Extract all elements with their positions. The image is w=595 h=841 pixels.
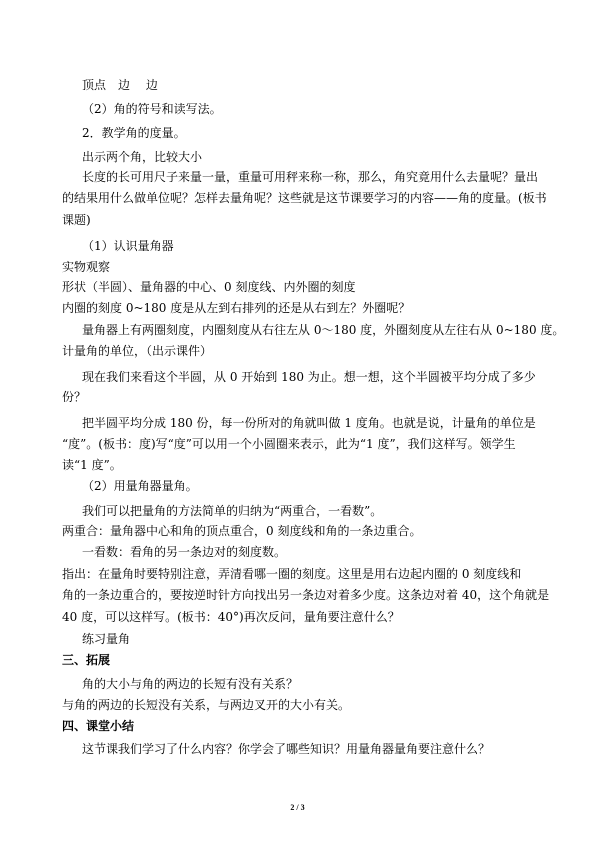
text-line: 一看数：看角的另一条边对的刻度数。 — [82, 545, 287, 559]
text-line: 顶点 边 边 — [82, 78, 158, 92]
section-heading: 四、课堂小结 — [62, 719, 135, 733]
text-line: 课题) — [62, 213, 91, 227]
text-line: 这节课我们学习了什么内容？你学会了哪些知识？用量角器量角要注意什么？ — [82, 742, 491, 756]
text-line: 内圈的刻度 0~180 度是从左到右排列的还是从右到左？外圈呢？ — [62, 301, 411, 315]
text-line: 角的一条边重合的，要按逆时针方向找出另一条边对着多少度。这条边对着 40，这个角就是 — [62, 588, 550, 602]
text-line: 计量角的单位，（出示课件） — [62, 344, 213, 358]
text-line: 读“1 度”。 — [62, 458, 122, 472]
text-line: 现在我们来看这个半圆，从 0 开始到 180 为止。想一想，这个半圆被平均分成了多少 — [82, 370, 536, 384]
text-line: 角的大小与角的两边的长短有没有关系？ — [82, 677, 299, 691]
text-line: （2）角的符号和读写法。 — [82, 102, 222, 116]
text-line: 形状（半圆）、量角器的中心、0 刻度线、内外圈的刻度 — [62, 280, 356, 294]
text-line: 40 度，可以这样写。(板书：40°)再次反问，量角要注意什么？ — [62, 610, 400, 624]
text-line: 与角的两边的长短没有关系，与两边叉开的大小有关。 — [62, 698, 351, 712]
text-line: 指出：在量角时要特别注意，弄清看哪一圈的刻度。这里是用右边起内圈的 0 刻度线和 — [62, 567, 522, 581]
text-line: 出示两个角，比较大小 — [82, 150, 203, 164]
text-line: （2）用量角器量角。 — [82, 479, 198, 493]
text-line: 两重合：量角器中心和角的顶点重合，0 刻度线和角的一条边重合。 — [62, 524, 422, 538]
text-line: 把半圆平均分成 180 份，每一份所对的角就叫做 1 度角。也就是说，计量角的单位是 — [82, 416, 536, 430]
section-heading: 三、拓展 — [62, 653, 111, 667]
text-line: “度”。(板书：度)写“度”可以用一个小圆圈来表示，此为“1 度”，我们这样写。领学生 — [62, 437, 516, 451]
text-line: 的结果用什么做单位呢？怎样去量角呢？这些就是这节课要学习的内容——角的度量。(板书 — [62, 191, 547, 205]
text-line: （1）认识量角器 — [82, 239, 174, 253]
text-line: 实物观察 — [62, 260, 111, 274]
text-line: 我们可以把量角的方法简单的归纳为“两重合，一看数”。 — [82, 504, 383, 518]
text-line: 2．教学角的度量。 — [82, 126, 186, 140]
page-number: 2 / 3 — [290, 803, 305, 812]
text-line: 量角器上有两圈刻度，内圈刻度从右往左从 0～180 度，外圈刻度从左往右从 0~180 度。 — [82, 323, 565, 337]
text-line: 练习量角 — [82, 632, 131, 646]
text-line: 长度的长可用尺子来量一量，重量可用秤来称一称，那么，角究竟用什么去量呢？量出 — [82, 170, 539, 184]
text-line: 份？ — [62, 390, 87, 404]
